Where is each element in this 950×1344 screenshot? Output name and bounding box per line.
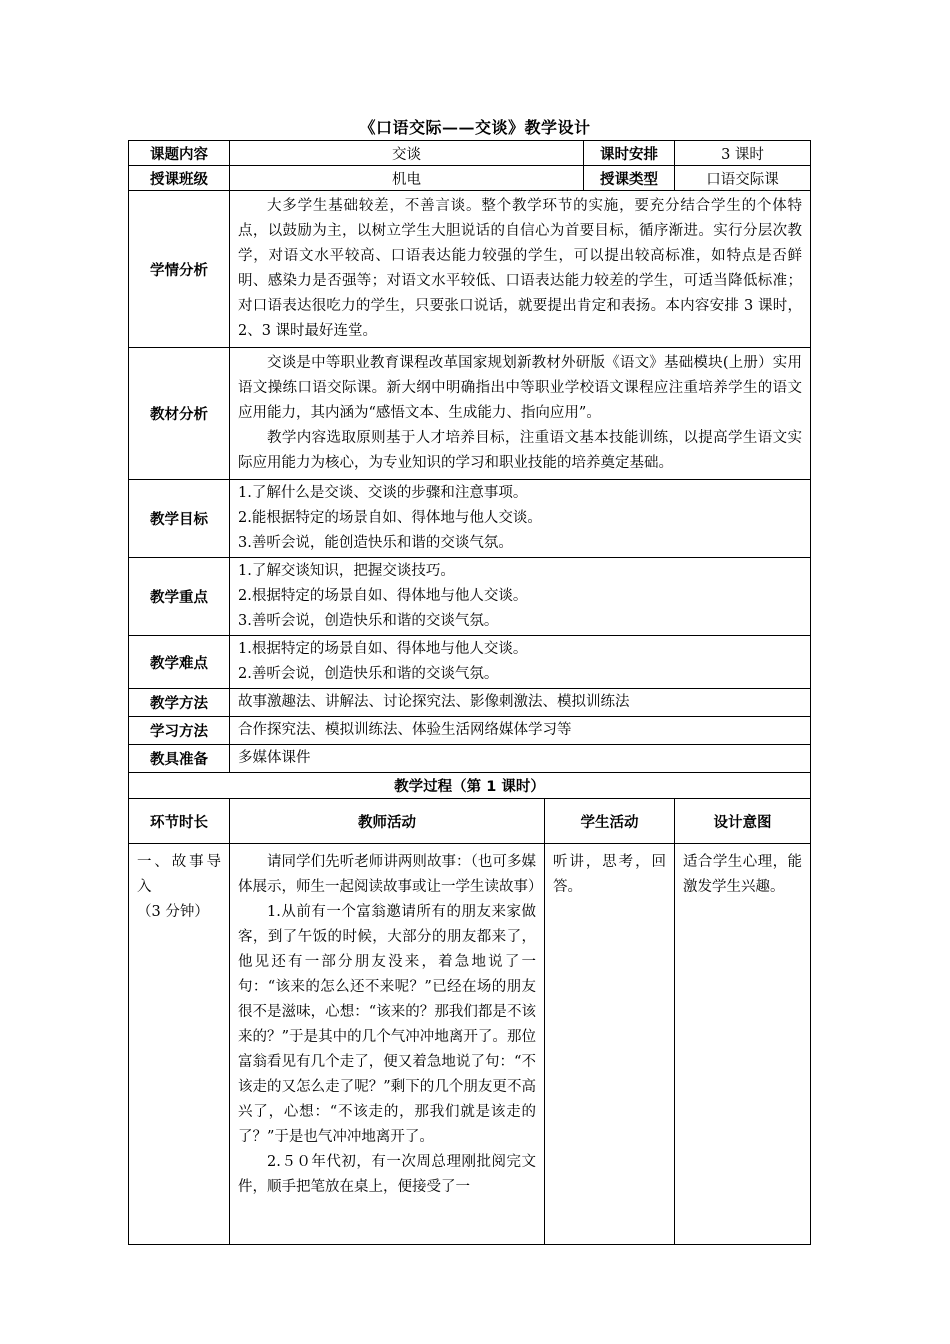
teacher-activity-paragraph-1: 请同学们先听老师讲两则故事：（也可多媒体展示，师生一起阅读故事或让一学生读故事）	[238, 854, 543, 895]
difficulties-list	[230, 636, 811, 689]
key-points-label: 教学重点	[129, 558, 230, 636]
material-analysis-cell	[230, 348, 811, 480]
type-value: 口语交际课	[675, 166, 811, 191]
topic-value: 交谈	[230, 141, 584, 166]
material-analysis-paragraph-1: 交谈是中等职业教育课程改革国家规划新教材外研版《语文》基础模块(上册）实用语文操练口语交际课。新大纲中明确指出中等职业学校语文课程应注重培养学生的语文应用能力，其内涵为“感悟文本、生成能力、指向应用”。	[238, 355, 802, 421]
col-intent-header: 设计意图	[675, 799, 811, 844]
col-stage-header: 环节时长	[129, 799, 230, 844]
student-analysis-label: 学情分析	[129, 191, 230, 348]
hours-label: 课时安排	[584, 141, 675, 166]
difficulty-item: 1.根据特定的场景自如、得体地与他人交谈。	[238, 641, 528, 657]
row-teaching-methods	[129, 689, 811, 717]
design-intent-cell	[675, 844, 811, 1245]
topic-label: 课题内容	[129, 141, 230, 166]
difficulties-label: 教学难点	[129, 636, 230, 689]
learning-methods-label: 学习方法	[129, 717, 230, 745]
class-value: 机电	[230, 166, 584, 191]
row-class	[129, 166, 811, 191]
teacher-activity-paragraph-3: 2.５０年代初，有一次周总理刚批阅完文件，顺手把笔放在桌上，便接受了一	[238, 1154, 536, 1195]
teacher-activity-cell	[230, 844, 545, 1245]
student-analysis-cell	[230, 191, 811, 348]
stage-name: 一、故事导入	[137, 854, 221, 895]
key-point-item: 3.善听会说，创造快乐和谐的交谈气氛。	[238, 613, 499, 629]
process-section-title: 教学过程（第 1 课时）	[129, 773, 811, 799]
objectives-list	[230, 480, 811, 558]
teaching-tools-label: 教具准备	[129, 745, 230, 773]
key-points-list	[230, 558, 811, 636]
objective-item: 1.了解什么是交谈、交谈的步骤和注意事项。	[238, 485, 528, 501]
row-key-points	[129, 558, 811, 636]
learning-methods-value: 合作探究法、模拟训练法、体验生活网络媒体学习等	[230, 717, 811, 745]
material-analysis-label: 教材分析	[129, 348, 230, 480]
type-label: 授课类型	[584, 166, 675, 191]
document-title: 《口语交际——交谈》教学设计	[359, 118, 591, 137]
row-teaching-tools	[129, 745, 811, 773]
row-process-header	[129, 799, 811, 844]
row-student-analysis	[129, 191, 811, 348]
col-teacher-header: 教师活动	[230, 799, 545, 844]
teaching-methods-value: 故事激趣法、讲解法、讨论探究法、影像刺激法、模拟训练法	[230, 689, 811, 717]
stage-duration: （3 分钟）	[137, 904, 209, 920]
student-analysis-text: 大多学生基础较差，不善言谈。整个教学环节的实施，要充分结合学生的个体特点，以鼓励为主，以树立学生大胆说话的自信心为首要目标，循序渐进。实行分层次教学，对语文水平较高、口语表达能力较强的学生，可以提出较高标准，如特点是否鲜明、感染力是否强等；对语文水平较低、口语表达能力较差的学生，可适当降低标准；对口语表达很吃力的学生，只要张口说话，就要提出肯定和表扬。本内容安排 3 课时，2、3 课时最好连堂。	[238, 198, 802, 339]
row-objectives	[129, 480, 811, 558]
col-student-header: 学生活动	[545, 799, 675, 844]
objectives-label: 教学目标	[129, 480, 230, 558]
key-point-item: 1.了解交谈知识，把握交谈技巧。	[238, 563, 455, 579]
difficulty-item: 2.善听会说，创造快乐和谐的交谈气氛。	[238, 666, 499, 682]
material-analysis-paragraph-2: 教学内容选取原则基于人才培养目标，注重语文基本技能训练，以提高学生语文实际应用能力为核心，为专业知识的学习和职业技能的培养奠定基础。	[238, 430, 802, 471]
key-point-item: 2.根据特定的场景自如、得体地与他人交谈。	[238, 588, 528, 604]
lesson-plan-table	[128, 140, 811, 1245]
student-activity-cell	[545, 844, 675, 1245]
row-difficulties	[129, 636, 811, 689]
teaching-methods-label: 教学方法	[129, 689, 230, 717]
row-process-section	[129, 773, 811, 799]
objective-item: 3.善听会说，能创造快乐和谐的交谈气氛。	[238, 535, 513, 551]
class-label: 授课班级	[129, 166, 230, 191]
teacher-activity-paragraph-2: 1.从前有一个富翁邀请所有的朋友来家做客，到了午饭的时候，大部分的朋友都来了，他见还有一部分朋友没来，着急地说了一句：“该来的怎么还不来呢？”已经在场的朋友很不是滋味，心想：“该来的？那我们都是不该来的？”于是其中的几个气冲冲地离开了。那位富翁看见有几个走了，便又着急地说了句：“不该走的又怎么走了呢？”剩下的几个朋友更不高兴了，心想：“不该走的，那我们就是该走的了？”于是也气冲冲地离开了。	[238, 904, 536, 1145]
teaching-tools-value: 多媒体课件	[230, 745, 811, 773]
row-topic	[129, 141, 811, 166]
row-material-analysis	[129, 348, 811, 480]
hours-value: 3 课时	[675, 141, 811, 166]
row-process-stage-1	[129, 844, 811, 1245]
design-intent-text: 适合学生心理，能激发学生兴趣。	[683, 854, 802, 895]
student-activity-text: 听讲，思考，回答。	[553, 854, 666, 895]
stage-cell	[129, 844, 230, 1245]
row-learning-methods	[129, 717, 811, 745]
objective-item: 2.能根据特定的场景自如、得体地与他人交谈。	[238, 510, 542, 526]
